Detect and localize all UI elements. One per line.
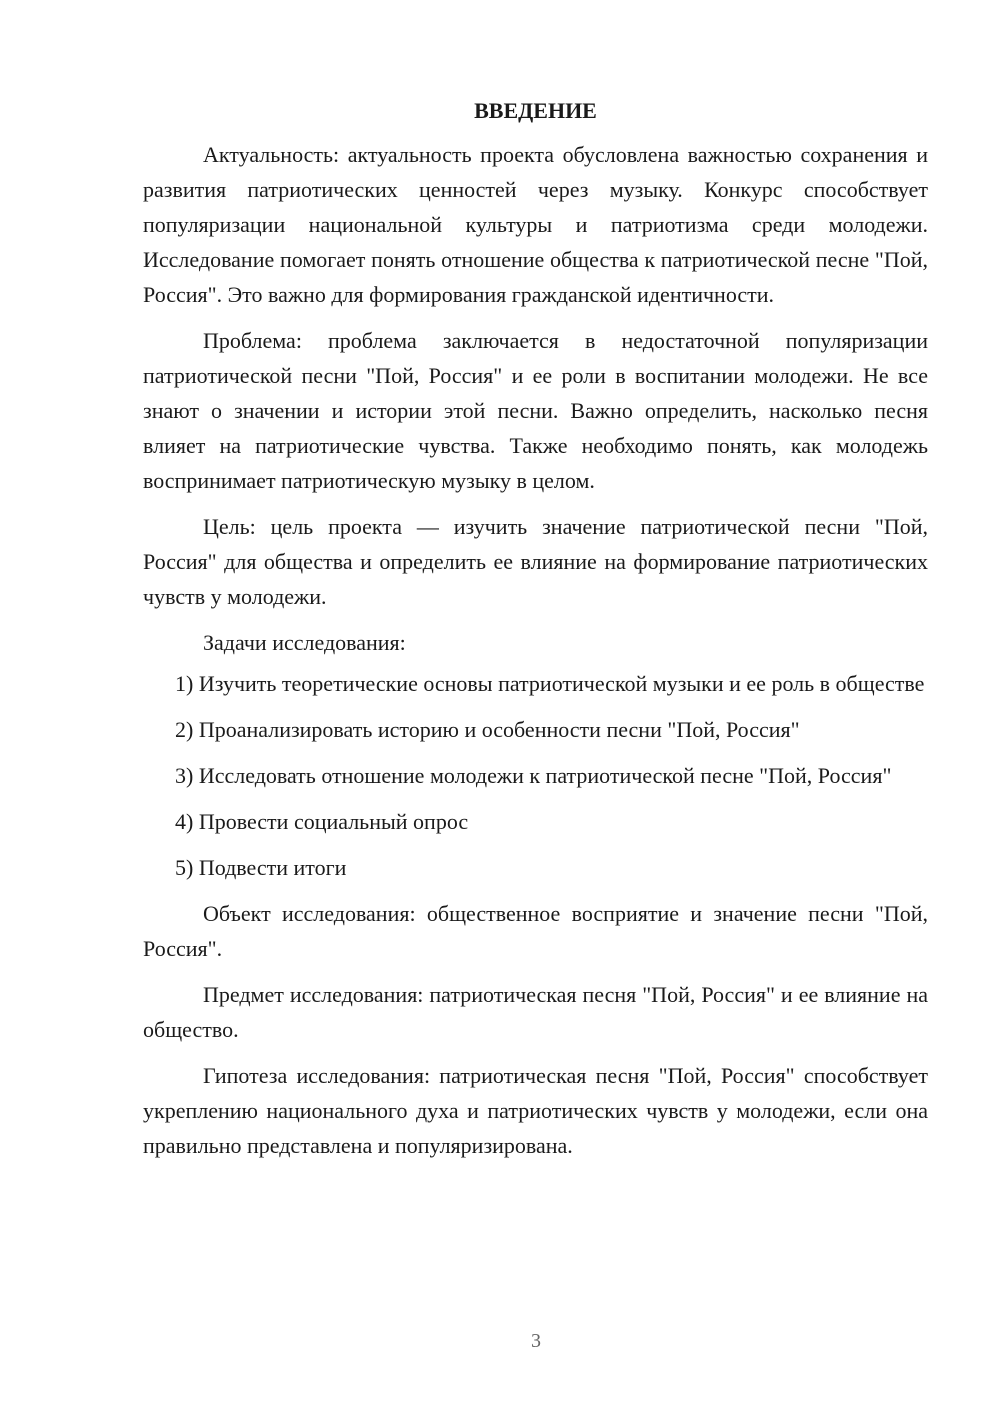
page-number: 3 <box>531 1330 541 1352</box>
task-item: 1) Изучить теоретические основы патриотической музыки и ее роль в обществе <box>175 671 925 696</box>
tasks-list <box>143 666 928 885</box>
problem-paragraph: Проблема: проблема заключается в недостаточной популяризации патриотической песни "Пой, Россия" и ее роли в воспитании молодежи. Не все знают о значении и истории этой песни. Важно определить, насколько песня влияет на патриотические чувства. Также необходимо понять, как молодежь воспринимает патриотическую музыку в целом. <box>143 328 928 493</box>
hypothesis-paragraph: Гипотеза исследования: патриотическая песня "Пой, Россия" способствует укреплению национального духа и патриотических чувств у молодежи, если она правильно представлена и популяризирована. <box>143 1063 928 1158</box>
page-title: ВВЕДЕНИЕ <box>474 98 597 123</box>
document-page <box>143 95 928 1174</box>
object-paragraph: Объект исследования: общественное восприятие и значение песни "Пой, Россия". <box>143 901 928 961</box>
relevance-paragraph: Актуальность: актуальность проекта обусловлена важностью сохранения и развития патриотических ценностей через музыку. Конкурс способствует популяризации национальной культуры и патриотизма среди молодежи. Исследование помогает понять отношение общества к патриотической песне "Пой, Россия". Это важно для формирования гражданской идентичности. <box>143 142 928 307</box>
tasks-heading: Задачи исследования: <box>203 630 406 655</box>
task-item: 5) Подвести итоги <box>175 855 347 880</box>
subject-paragraph: Предмет исследования: патриотическая песня "Пой, Россия" и ее влияние на общество. <box>143 982 928 1042</box>
goal-paragraph: Цель: цель проекта — изучить значение патриотической песни "Пой, Россия" для общества и определить ее влияние на формирование патриотических чувств у молодежи. <box>143 514 928 609</box>
task-item: 3) Исследовать отношение молодежи к патриотической песне "Пой, Россия" <box>175 763 892 788</box>
task-item: 4) Провести социальный опрос <box>175 809 469 834</box>
task-item: 2) Проанализировать историю и особенности песни "Пой, Россия" <box>175 717 800 742</box>
